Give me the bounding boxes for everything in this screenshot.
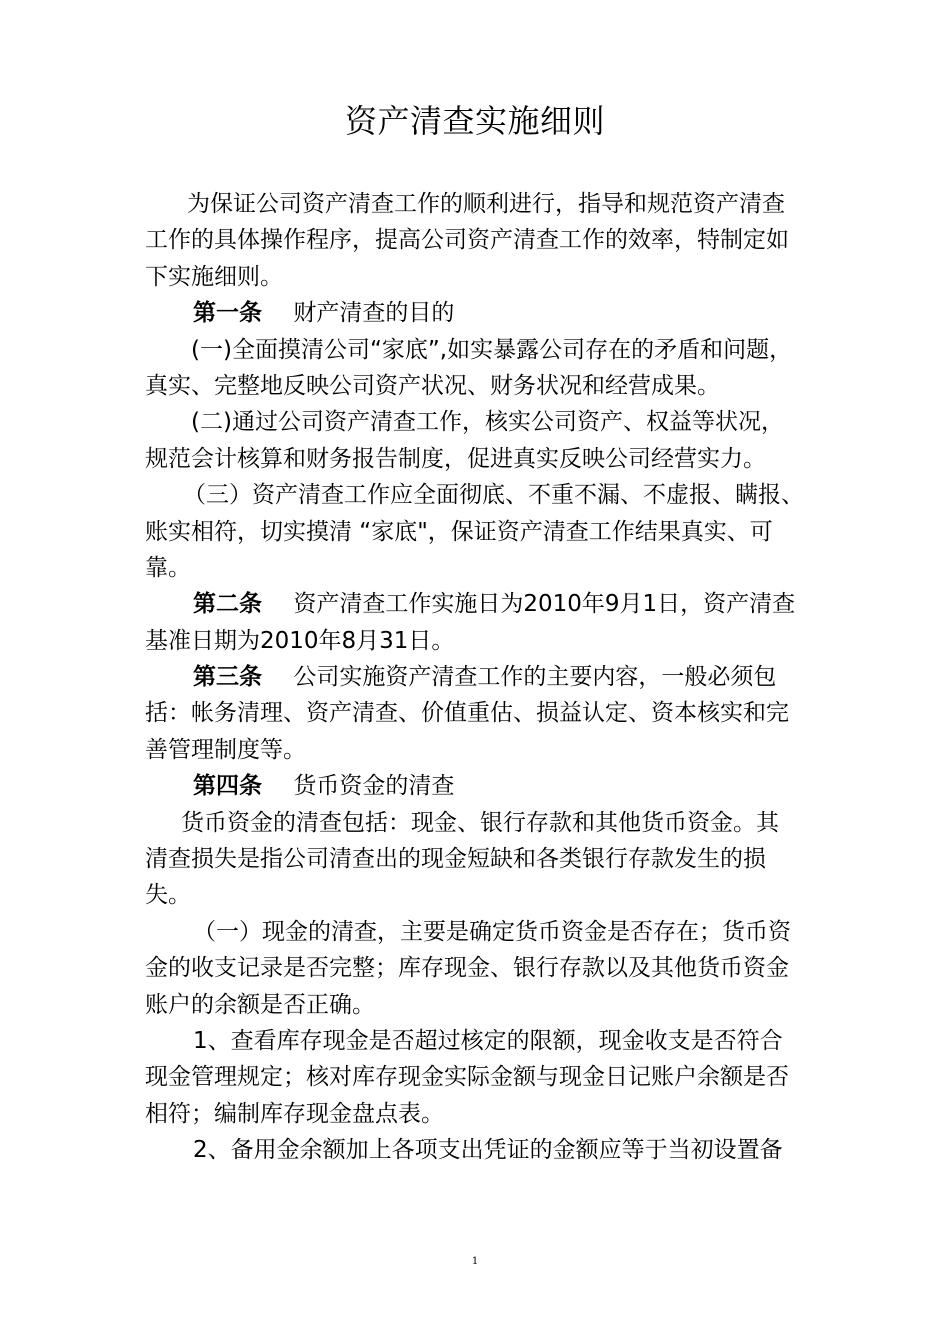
article-2-line-1 xyxy=(145,586,815,622)
article-1-item-1-line-1: (一)全面摸清公司“家底”,如实暴露公司存在的矛盾和问题， xyxy=(191,336,793,363)
article-1-item-2-line-1: (二)通过公司资产清查工作，核实公司资产、权益等状况， xyxy=(191,409,784,436)
paragraph-intro-line-2: 工作的具体操作程序，提高公司资产清查工作的效率，特制定如 xyxy=(145,227,789,254)
paragraph-intro-line-1: 为保证公司资产清查工作的顺利进行，指导和规范资产清查 xyxy=(187,191,785,217)
article-4-body-line-1: 货币资金的清查包括：现金、银行存款和其他货币资金。其 xyxy=(181,809,779,836)
article-1-item-3-line-2: 账实相符，切实摸清 “家底"，保证资产清查工作结果真实、可 xyxy=(145,518,773,545)
cash-item-2-line-1: 2、备用金余额加上各项支出凭证的金额应等于当初设置备 xyxy=(193,1137,783,1164)
article-1-line xyxy=(145,295,815,331)
article-2-text-1: 资产清查工作实施日为2010年9月1日，资产清查 xyxy=(293,591,796,618)
paragraph-intro-line-3: 下实施细则。 xyxy=(145,263,283,290)
article-3-line-2: 括：帐务清理、资产清查、价值重估、损益认定、资本核实和完 xyxy=(145,700,789,727)
article-4-body-line-2: 清查损失是指公司清查出的现金短缺和各类银行存款发生的损 xyxy=(145,846,766,873)
article-4-heading: 第四条 xyxy=(193,773,262,800)
article-4-text: 货币资金的清查 xyxy=(293,773,455,800)
cash-item-1-line-3: 相符；编制库存现金盘点表。 xyxy=(145,1100,444,1127)
cash-check-line-3: 账户的余额是否正确。 xyxy=(145,991,375,1018)
article-1-item-1-line-2: 真实、完整地反映公司资产状况、财务状况和经营成果。 xyxy=(145,372,720,399)
article-1-item-3-line-1: （三）资产清查工作应全面彻底、不重不漏、不虚报、瞒报、 xyxy=(183,482,804,509)
cash-item-1-line-2: 现金管理规定；核对库存现金实际金额与现金日记账户余额是否 xyxy=(145,1064,789,1091)
article-2-line-2: 基准日期为2010年8月31日。 xyxy=(145,627,455,654)
cash-item-1-line-1: 1、查看库存现金是否超过核定的限额，现金收支是否符合 xyxy=(193,1027,783,1054)
article-1-item-2-line-2: 规范会计核算和财务报告制度，促进真实反映公司经营实力。 xyxy=(145,445,766,472)
article-4-body-line-3: 失。 xyxy=(145,882,191,909)
cash-check-line-1: （一）现金的清查，主要是确定货币资金是否存在；货币资 xyxy=(193,918,791,945)
cash-check-line-2: 金的收支记录是否完整；库存现金、银行存款以及其他货币资金 xyxy=(145,955,789,982)
article-1-item-3-line-3: 靠。 xyxy=(145,554,191,581)
article-3-line-3: 善管理制度等。 xyxy=(145,736,306,763)
article-3-line-1 xyxy=(145,659,815,695)
article-1-text: 财产清查的目的 xyxy=(293,300,455,327)
page-number: 1 xyxy=(471,1256,479,1267)
document-body xyxy=(145,186,815,1169)
article-3-text-1: 公司实施资产清查工作的主要内容，一般必须包 xyxy=(293,664,777,691)
article-3-heading: 第三条 xyxy=(193,664,262,691)
article-2-heading: 第二条 xyxy=(193,591,262,618)
document-title: 资产清查实施细则 xyxy=(344,102,605,140)
article-4-line xyxy=(145,768,815,804)
article-1-heading: 第一条 xyxy=(193,300,262,327)
